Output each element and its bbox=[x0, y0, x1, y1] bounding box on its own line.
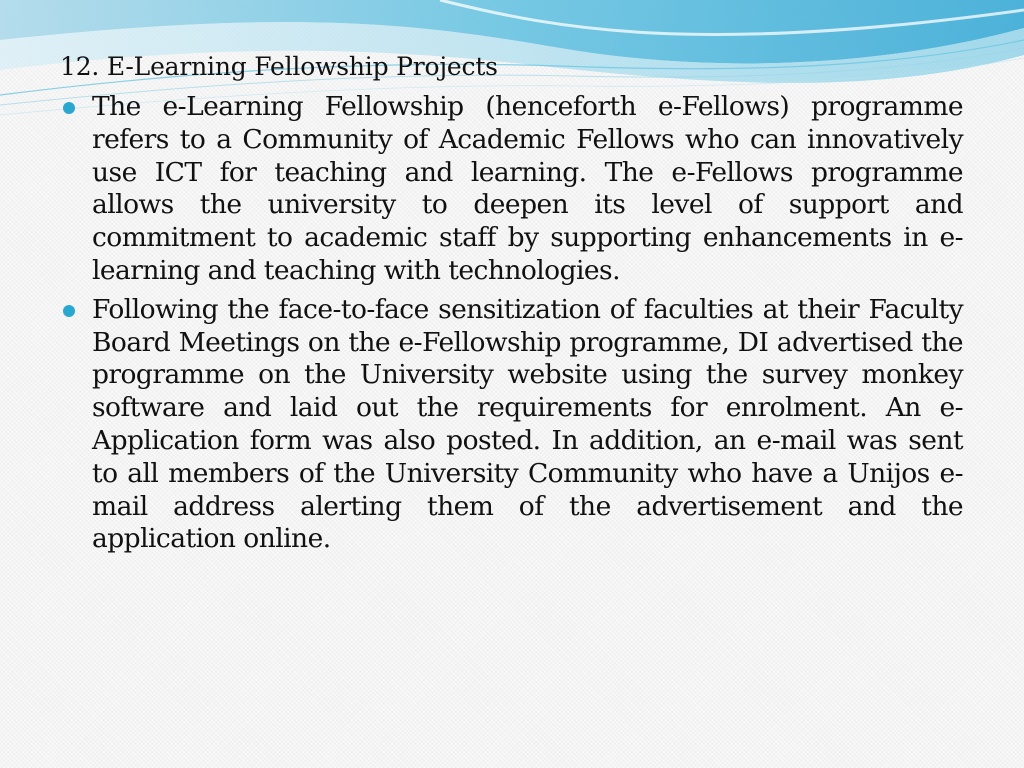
bullet-text: Following the face-to-face sensitization of faculties at their Faculty Board Meetings on the e-Fellowship programme, DI advertised the programme on the University website using the survey monkey software and laid out the requirements for enrolment. An e-Application form was also posted. In addition, an e-mail was sent to all members of the University Community who have a Unijos e-mail address alerting them of the advertisement and the application online. bbox=[92, 293, 963, 555]
bullet-dot-icon bbox=[63, 102, 75, 114]
bullet-dot-icon bbox=[63, 305, 75, 317]
bullet-item bbox=[92, 294, 963, 556]
slide-title: 12. E-Learning Fellowship Projects bbox=[60, 52, 498, 81]
bullet-item bbox=[92, 91, 963, 288]
bullet-list bbox=[92, 91, 963, 562]
bullet-text: The e-Learning Fellowship (henceforth e-Fellows) programme refers to a Community of Academic Fellows who can innovatively use ICT for teaching and learning. The e-Fellows programme allows the university to deepen its level of support and commitment to academic staff by supporting enhancements in e-learning and teaching with technologies. bbox=[92, 91, 963, 286]
